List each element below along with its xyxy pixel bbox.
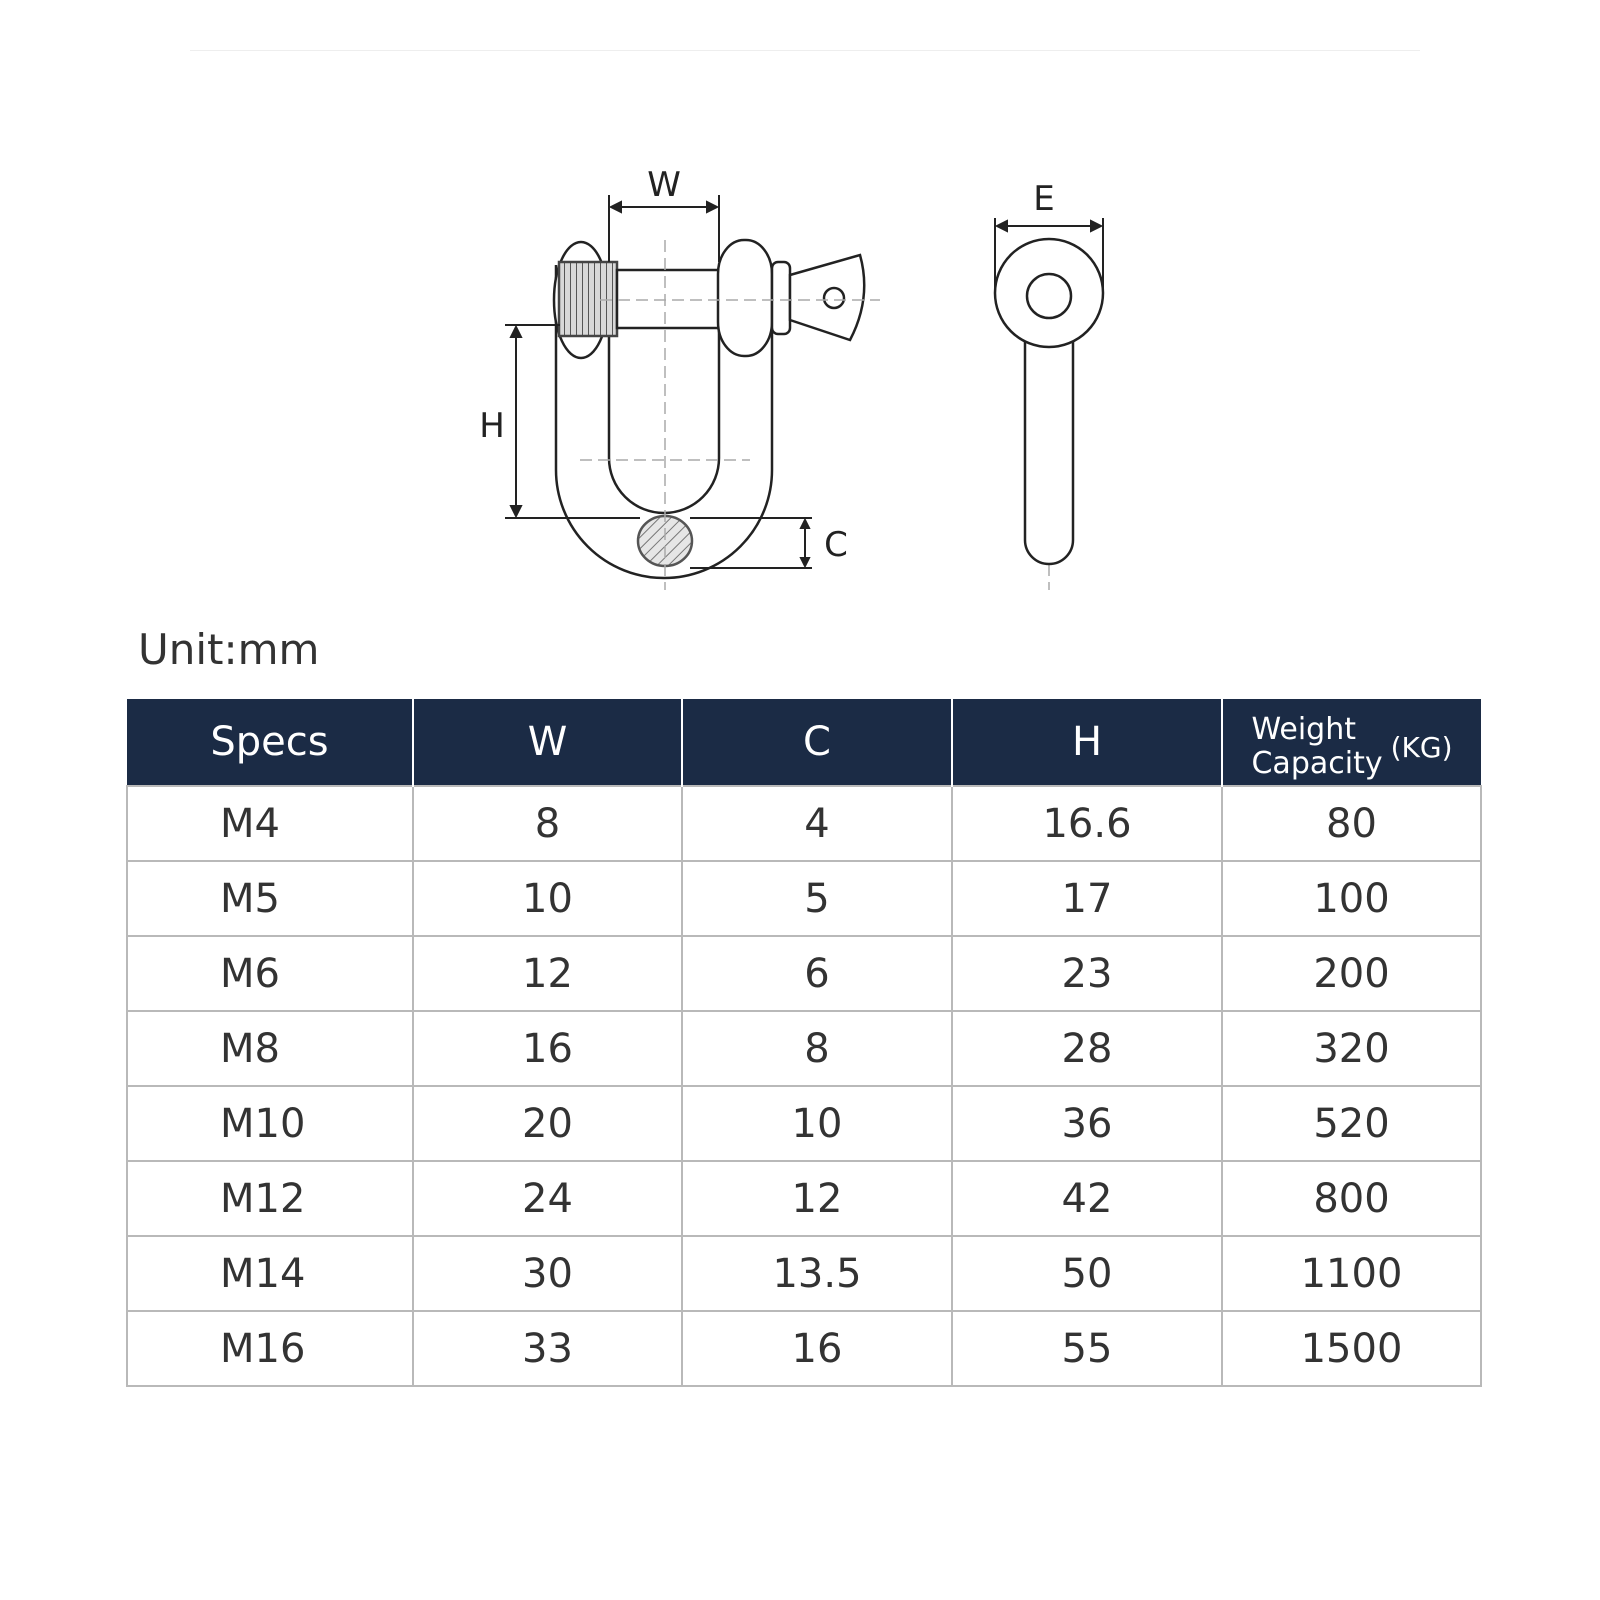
h-cell: 50 xyxy=(952,1236,1222,1311)
spec-cell: M10 xyxy=(127,1086,413,1161)
cross-section xyxy=(638,516,692,566)
w-cell: 30 xyxy=(413,1236,682,1311)
c-cell: 16 xyxy=(682,1311,952,1386)
side-eye-hole xyxy=(1027,274,1071,318)
w-cell: 12 xyxy=(413,936,682,1011)
shackle-inner xyxy=(609,315,719,513)
w-cell: 16 xyxy=(413,1011,682,1086)
pin-hole xyxy=(824,288,844,308)
side-view xyxy=(995,239,1103,564)
spec-cell: M6 xyxy=(127,936,413,1011)
spec-cell: M16 xyxy=(127,1311,413,1386)
spec-cell: M4 xyxy=(127,786,413,861)
c-cell: 13.5 xyxy=(682,1236,952,1311)
table-row xyxy=(127,1311,1481,1386)
table-body xyxy=(127,786,1481,1386)
spec-cell: M14 xyxy=(127,1236,413,1311)
right-ear xyxy=(718,240,772,356)
table-header-row xyxy=(127,699,1481,786)
spec-cell: M5 xyxy=(127,861,413,936)
h-cell: 16.6 xyxy=(952,786,1222,861)
c-cell: 6 xyxy=(682,936,952,1011)
header-c: C xyxy=(682,699,952,786)
header-weight-line2: Capacity xyxy=(1251,746,1383,781)
header-weight-capacity xyxy=(1222,699,1481,786)
c-cell: 10 xyxy=(682,1086,952,1161)
w-cell: 10 xyxy=(413,861,682,936)
weight-cell: 100 xyxy=(1222,861,1481,936)
h-cell: 42 xyxy=(952,1161,1222,1236)
c-cell: 12 xyxy=(682,1161,952,1236)
table-row xyxy=(127,1086,1481,1161)
table-row xyxy=(127,1011,1481,1086)
c-cell: 4 xyxy=(682,786,952,861)
table-row xyxy=(127,1236,1481,1311)
c-cell: 5 xyxy=(682,861,952,936)
weight-cell: 1500 xyxy=(1222,1311,1481,1386)
e-label: E xyxy=(1033,179,1055,219)
header-h: H xyxy=(952,699,1222,786)
header-weight-unit: (KG) xyxy=(1390,730,1453,764)
spec-cell: M12 xyxy=(127,1161,413,1236)
w-label: W xyxy=(647,165,681,205)
specs-table xyxy=(126,699,1482,1387)
table-row xyxy=(127,1161,1481,1236)
c-label: C xyxy=(824,525,848,565)
header-w: W xyxy=(413,699,682,786)
w-cell: 20 xyxy=(413,1086,682,1161)
h-cell: 36 xyxy=(952,1086,1222,1161)
header-specs: Specs xyxy=(127,699,413,786)
c-cell: 8 xyxy=(682,1011,952,1086)
table-row xyxy=(127,786,1481,861)
pin-shaft xyxy=(617,270,720,328)
weight-cell: 80 xyxy=(1222,786,1481,861)
h-label: H xyxy=(479,406,505,446)
w-cell: 33 xyxy=(413,1311,682,1386)
shackle-diagram xyxy=(0,0,1600,640)
weight-cell: 1100 xyxy=(1222,1236,1481,1311)
pin-collar xyxy=(772,262,790,334)
weight-cell: 800 xyxy=(1222,1161,1481,1236)
header-weight-line1: Weight xyxy=(1251,712,1357,747)
w-cell: 8 xyxy=(413,786,682,861)
weight-cell: 320 xyxy=(1222,1011,1481,1086)
w-cell: 24 xyxy=(413,1161,682,1236)
weight-cell: 520 xyxy=(1222,1086,1481,1161)
h-cell: 17 xyxy=(952,861,1222,936)
thread-section xyxy=(559,262,617,336)
table-row xyxy=(127,861,1481,936)
h-cell: 55 xyxy=(952,1311,1222,1386)
unit-label: Unit:mm xyxy=(138,625,320,674)
spec-cell: M8 xyxy=(127,1011,413,1086)
front-view xyxy=(554,240,864,578)
weight-cell: 200 xyxy=(1222,936,1481,1011)
table-row xyxy=(127,936,1481,1011)
side-shank xyxy=(1025,335,1073,564)
w-dimension xyxy=(609,195,719,262)
h-cell: 28 xyxy=(952,1011,1222,1086)
h-cell: 23 xyxy=(952,936,1222,1011)
